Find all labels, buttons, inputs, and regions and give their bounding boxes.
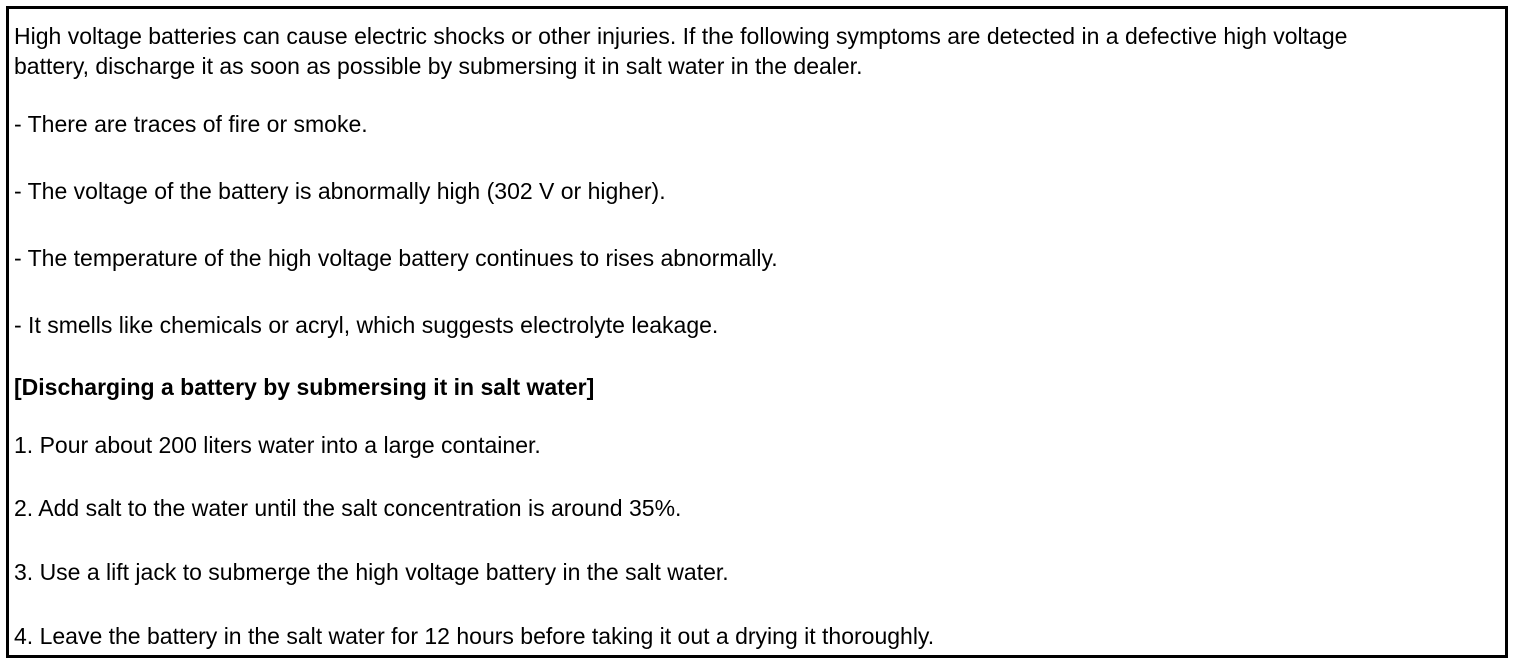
section-heading: [Discharging a battery by submersing it in salt water] <box>14 374 595 400</box>
symptom-item: - The voltage of the battery is abnormally high (302 V or higher). <box>14 178 666 204</box>
step-item: 1. Pour about 200 liters water into a large container. <box>14 432 541 458</box>
intro-line-1: High voltage batteries can cause electric shocks or other injuries. If the following symptoms are detected in a defective high voltage <box>14 23 1348 49</box>
step-item: 3. Use a lift jack to submerge the high voltage battery in the salt water. <box>14 559 729 585</box>
step-item: 4. Leave the battery in the salt water for 12 hours before taking it out a drying it thoroughly. <box>14 623 935 649</box>
step-item: 2. Add salt to the water until the salt concentration is around 35%. <box>14 495 682 521</box>
intro-line-2: battery, discharge it as soon as possible by submersing it in salt water in the dealer. <box>14 53 863 79</box>
symptom-item: - It smells like chemicals or acryl, which suggests electrolyte leakage. <box>14 312 719 338</box>
document-frame <box>6 6 1508 658</box>
symptom-item: - The temperature of the high voltage battery continues to rises abnormally. <box>14 245 778 271</box>
symptom-item: - There are traces of fire or smoke. <box>14 111 368 137</box>
